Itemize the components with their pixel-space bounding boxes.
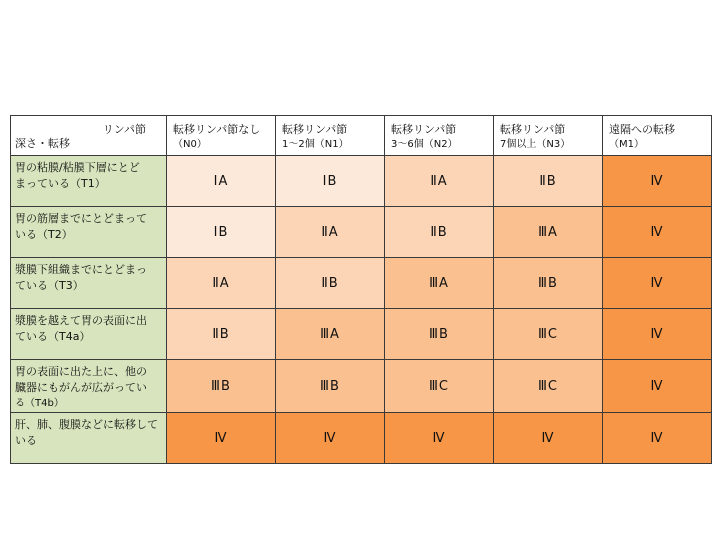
row-header-t1: 胃の粘膜/粘膜下層にとど まっている（T1） [11, 156, 167, 207]
stage-cell: ⅡA [385, 156, 494, 207]
stage-cell: Ⅳ [494, 413, 603, 464]
stage-cell: ⅠB [276, 156, 385, 207]
stage-cell: ⅢA [385, 258, 494, 309]
stage-cell: ⅢC [385, 360, 494, 413]
corner-depth-label: 深さ・転移 [15, 137, 70, 150]
stage-cell: ⅢB [276, 360, 385, 413]
stage-cell: ⅡB [494, 156, 603, 207]
corner-lymph-label: リンパ節 [102, 123, 146, 136]
row-header-metastasis: 肝、肺、腹膜などに転移して いる [11, 413, 167, 464]
column-header-n3: 転移リンパ節 7個以上（N3） [494, 116, 603, 156]
header-row [11, 116, 712, 156]
column-header-n0: 転移リンパ節なし （N0） [167, 116, 276, 156]
row-header-t4a: 漿膜を越えて胃の表面に出 ている（T4a） [11, 309, 167, 360]
stage-cell: ⅡA [276, 207, 385, 258]
staging-table [10, 115, 712, 464]
stage-cell: ⅢC [494, 360, 603, 413]
stage-cell: Ⅳ [603, 309, 712, 360]
column-header-m1: 遠隔への転移 （M1） [603, 116, 712, 156]
table-row [11, 309, 712, 360]
stage-cell: ⅢA [276, 309, 385, 360]
stage-cell: ⅠB [167, 207, 276, 258]
column-header-n1: 転移リンパ節 1〜2個（N1） [276, 116, 385, 156]
stage-cell: ⅢC [494, 309, 603, 360]
stage-cell: ⅢB [167, 360, 276, 413]
table-row [11, 360, 712, 413]
stage-cell: ⅡB [276, 258, 385, 309]
stage-cell: ⅢB [494, 258, 603, 309]
stage-cell: Ⅳ [603, 156, 712, 207]
stage-cell: ⅡA [167, 258, 276, 309]
stage-cell: Ⅳ [603, 207, 712, 258]
stage-cell: Ⅳ [603, 413, 712, 464]
stage-cell: Ⅳ [167, 413, 276, 464]
table-row [11, 258, 712, 309]
table-row [11, 413, 712, 464]
row-header-t3: 漿膜下組織までにとどまっ ている（T3） [11, 258, 167, 309]
row-header-t2: 胃の筋層までにとどまって いる（T2） [11, 207, 167, 258]
stage-cell: Ⅳ [603, 360, 712, 413]
stage-cell: ⅢB [385, 309, 494, 360]
stage-cell: ⅠA [167, 156, 276, 207]
table-row [11, 207, 712, 258]
stage-cell: Ⅳ [276, 413, 385, 464]
row-header-t4b: 胃の表面に出た上に、他の 臓器にもがんが広がってい る（T4b） [11, 360, 167, 413]
column-header-n2: 転移リンパ節 3〜6個（N2） [385, 116, 494, 156]
stage-cell: ⅡB [167, 309, 276, 360]
stage-cell: Ⅳ [603, 258, 712, 309]
stage-cell: ⅡB [385, 207, 494, 258]
table-row [11, 156, 712, 207]
corner-cell [11, 116, 167, 156]
stage-cell: ⅢA [494, 207, 603, 258]
stage-cell: Ⅳ [385, 413, 494, 464]
